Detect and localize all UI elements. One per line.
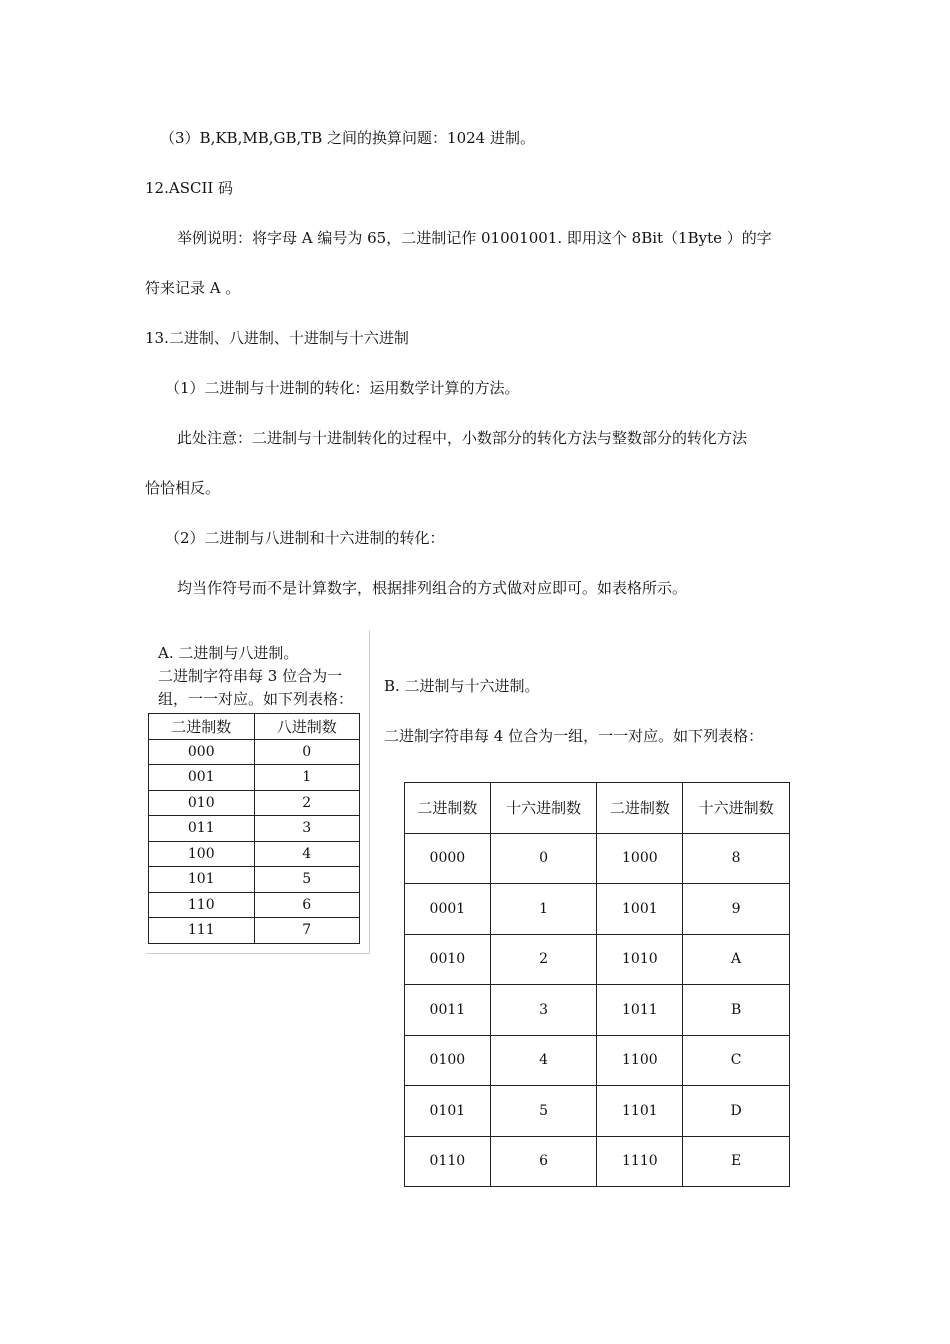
table-cell: 1	[254, 765, 360, 791]
header-cell: 二进制数	[597, 783, 683, 834]
header-cell: 十六进制数	[490, 783, 597, 834]
table-row	[149, 841, 360, 867]
table-cell: 0101	[405, 1086, 491, 1137]
table-cell: A	[683, 934, 790, 985]
table-cell: 2	[490, 934, 597, 985]
table-row	[405, 884, 790, 935]
paragraph-note-cont: 恰恰相反。	[145, 479, 221, 497]
table-cell: 0011	[405, 985, 491, 1036]
table-row	[405, 1035, 790, 1086]
header-cell: 二进制数	[405, 783, 491, 834]
paragraph-note: 此处注意：二进制与十进制转化的过程中，小数部分的转化方法与整数部分的转化方法	[177, 429, 748, 447]
table-cell: 6	[490, 1136, 597, 1187]
hex-caption-desc: 二进制字符串每 4 位合为一组，一一对应。如下列表格：	[384, 727, 764, 745]
paragraph-binary-decimal: （1）二进制与十进制的转化：运用数学计算的方法。	[165, 379, 520, 397]
octal-caption-line2: 组，一一对应。如下列表格：	[158, 690, 354, 708]
table-cell: 0100	[405, 1035, 491, 1086]
table-row	[405, 1136, 790, 1187]
table-cell: 1010	[597, 934, 683, 985]
table-row	[149, 765, 360, 791]
table-row	[149, 790, 360, 816]
header-cell: 二进制数	[149, 714, 255, 740]
table-cell: B	[683, 985, 790, 1036]
binary-hex-table	[404, 782, 790, 1187]
octal-section-box	[146, 630, 370, 954]
table-row	[149, 816, 360, 842]
table-cell: 1011	[597, 985, 683, 1036]
table-cell: 2	[254, 790, 360, 816]
table-cell: 9	[683, 884, 790, 935]
paragraph-ascii-example-cont: 符来记录 A 。	[145, 279, 241, 297]
table-row	[405, 985, 790, 1036]
table-cell: 111	[149, 918, 255, 944]
table-cell: 1100	[597, 1035, 683, 1086]
table-header-row	[405, 783, 790, 834]
table-cell: 000	[149, 739, 255, 765]
table-cell: 0	[490, 833, 597, 884]
table-row	[405, 934, 790, 985]
table-cell: 011	[149, 816, 255, 842]
table-cell: E	[683, 1136, 790, 1187]
table-cell: 0110	[405, 1136, 491, 1187]
table-cell: 5	[490, 1086, 597, 1137]
table-cell: 3	[254, 816, 360, 842]
heading-ascii: 12.ASCII 码	[145, 179, 234, 197]
table-cell: 100	[149, 841, 255, 867]
table-cell: 0000	[405, 833, 491, 884]
paragraph-ascii-example: 举例说明：将字母 A 编号为 65，二进制记作 01001001. 即用这个 8Bit（1Byte ）的字	[177, 229, 772, 247]
heading-number-systems: 13.二进制、八进制、十进制与十六进制	[145, 329, 409, 347]
table-row	[149, 739, 360, 765]
table-cell: 001	[149, 765, 255, 791]
table-cell: 4	[490, 1035, 597, 1086]
paragraph-symbol-mapping: 均当作符号而不是计算数字，根据排列组合的方式做对应即可。如表格所示。	[177, 579, 688, 597]
table-cell: 5	[254, 867, 360, 893]
table-cell: 7	[254, 918, 360, 944]
table-row	[405, 1086, 790, 1137]
table-row	[149, 918, 360, 944]
hex-caption-title: B. 二进制与十六进制。	[384, 677, 540, 695]
table-cell: 1000	[597, 833, 683, 884]
table-row	[405, 833, 790, 884]
table-cell: 1101	[597, 1086, 683, 1137]
table-cell: 1110	[597, 1136, 683, 1187]
binary-octal-table	[148, 713, 360, 944]
table-cell: 0010	[405, 934, 491, 985]
table-cell: 3	[490, 985, 597, 1036]
table-row	[149, 867, 360, 893]
paragraph-unit-conversion: （3）B,KB,MB,GB,TB 之间的换算问题：1024 进制。	[160, 129, 535, 147]
header-cell: 十六进制数	[683, 783, 790, 834]
table-cell: D	[683, 1086, 790, 1137]
table-cell: 010	[149, 790, 255, 816]
paragraph-binary-octal-hex: （2）二进制与八进制和十六进制的转化：	[165, 529, 445, 547]
table-cell: 4	[254, 841, 360, 867]
table-cell: 110	[149, 892, 255, 918]
table-cell: 1	[490, 884, 597, 935]
table-header-row	[149, 714, 360, 740]
table-cell: C	[683, 1035, 790, 1086]
table-cell: 0001	[405, 884, 491, 935]
table-cell: 1001	[597, 884, 683, 935]
table-cell: 8	[683, 833, 790, 884]
octal-caption-title: A. 二进制与八进制。	[158, 644, 299, 662]
table-cell: 6	[254, 892, 360, 918]
header-cell: 八进制数	[254, 714, 360, 740]
table-cell: 101	[149, 867, 255, 893]
octal-caption-line1: 二进制字符串每 3 位合为一	[158, 667, 343, 685]
table-cell: 0	[254, 739, 360, 765]
table-row	[149, 892, 360, 918]
